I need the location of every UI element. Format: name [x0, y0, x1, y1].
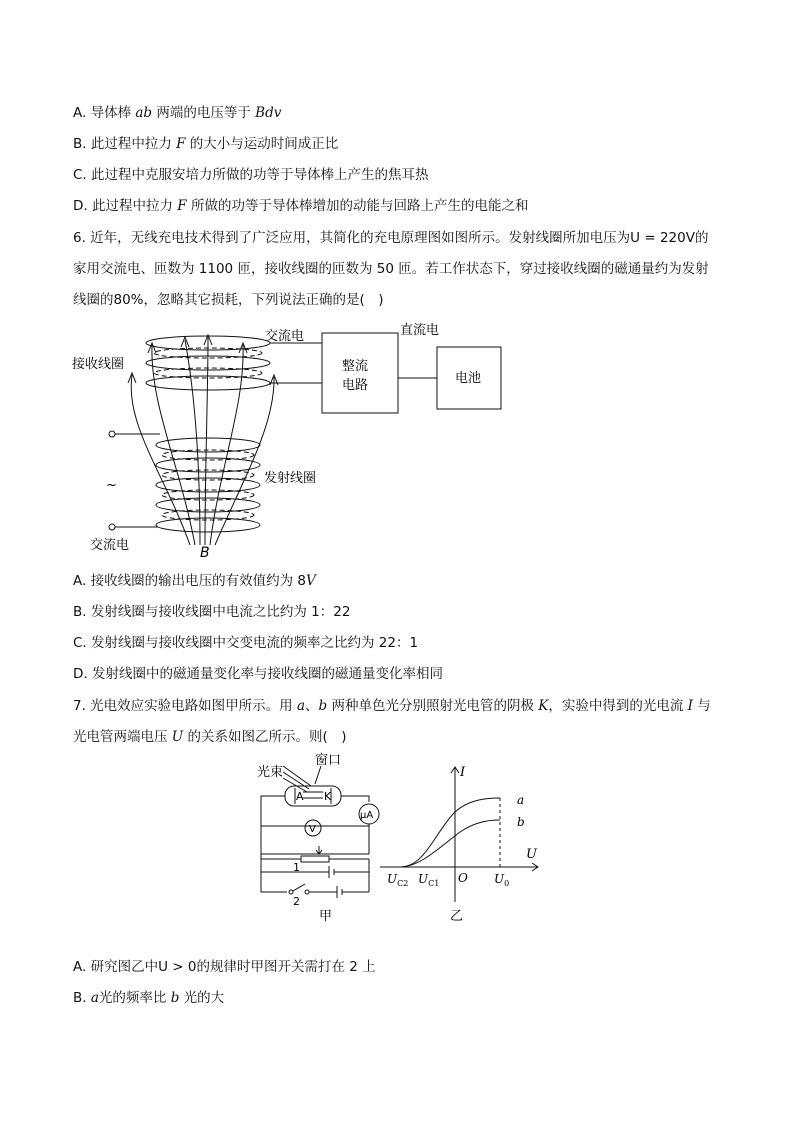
q7-option-b-var2: b — [170, 990, 180, 1006]
q5-option-d-suffix: 所做的功等于导体棒增加的动能与回路上产生的电能之和 — [186, 198, 529, 214]
q6-stem-line2: 家用交流电、匝数为 1100 匝，接收线圈的匝数为 50 匝。若工作状态下，穿过接收线圈的磁通量约为发射 — [73, 261, 709, 277]
q7-circuit-diagram — [245, 750, 395, 925]
q7-stem-text: ，实验中得到的光电流 — [548, 698, 688, 714]
ac-tilde: ~ — [106, 478, 117, 493]
figure-yi-caption: 乙 — [450, 909, 464, 924]
terminal-top — [109, 431, 115, 437]
q5-option-a-mid: 两端的电压等于 — [152, 105, 256, 121]
photocell — [285, 786, 341, 806]
tick-uc1: $U_{C1}$ — [418, 872, 440, 888]
q5-option-a-var1: ab — [135, 105, 153, 121]
tick-u0: $U_0$ — [494, 872, 510, 888]
x-axis-label: U — [526, 847, 537, 862]
ammeter-label: μA — [360, 810, 374, 821]
switch-2-label: 2 — [293, 895, 300, 908]
field-line — [210, 345, 243, 545]
q7-var-u: U — [171, 729, 184, 745]
q6-option-d: D. 发射线圈中的磁通量变化率与接收线圈的磁通量变化率相同 — [73, 666, 443, 682]
figure-jia-caption: 甲 — [319, 909, 333, 924]
q5-option-a-prefix: A. 导体棒 — [73, 105, 136, 121]
q6-option-b: B. 发射线圈与接收线圈中电流之比约为 1：22 — [73, 604, 351, 620]
light-beam-label: 光束 — [257, 765, 284, 780]
q7-var-i: I — [687, 698, 694, 714]
dc-label: 直流电 — [400, 323, 440, 338]
q7-stem-line1 — [73, 696, 711, 716]
q7-stem-text: 两种单色光分别照射光电管的阴极 — [327, 698, 539, 714]
q6-charging-diagram — [60, 315, 520, 565]
q5-option-b-suffix: 的大小与运动时间成正比 — [185, 136, 339, 152]
q7-stem-text: 7. 光电效应实验电路如图甲所示。用 — [73, 698, 297, 714]
y-axis-label: I — [460, 765, 466, 780]
curve-a — [400, 798, 500, 867]
q7-var-b: b — [318, 698, 328, 714]
curve-a-label: a — [517, 793, 525, 807]
q7-stem-text: 光电管两端电压 — [73, 729, 172, 745]
battery-label: 电池 — [455, 371, 482, 386]
transmitter-coil-label: 发射线圈 — [264, 471, 317, 486]
rectifier-label-line2: 电路 — [342, 378, 369, 393]
q6-option-c: C. 发射线圈与接收线圈中交变电流的频率之比约为 22：1 — [73, 635, 419, 651]
q7-option-b — [73, 988, 224, 1008]
anode-label: A — [296, 790, 304, 803]
b-field-label: B — [200, 545, 210, 561]
tick-uc2: $U_{C2}$ — [387, 872, 409, 888]
q5-option-a — [73, 103, 281, 123]
q5-option-d-var: F — [177, 198, 187, 214]
q6-option-a — [73, 571, 316, 591]
q5-option-b-prefix: B. 此过程中拉力 — [73, 136, 177, 152]
q5-option-a-var2: Bdv — [255, 105, 282, 121]
q5-option-c: C. 此过程中克服安培力所做的功等于导体棒上产生的焦耳热 — [73, 167, 429, 183]
window-label: 窗口 — [315, 753, 342, 768]
q6-option-a-unit: V — [305, 573, 316, 589]
q7-option-b-prefix: B. — [73, 990, 91, 1006]
q7-iu-graph — [380, 762, 550, 927]
q7-var-k: K — [538, 698, 549, 714]
ac-bottom-label: 交流电 — [90, 538, 130, 553]
q5-option-b-var: F — [176, 136, 186, 152]
q6-stem-line3: 线圈的80%，忽略其它损耗，下列说法正确的是( ) — [73, 292, 384, 308]
q7-stem-text: 的关系如图乙所示。则( ) — [183, 729, 347, 745]
q7-var-a: a — [296, 698, 306, 714]
q5-option-d — [73, 196, 528, 216]
field-line — [185, 340, 200, 545]
q7-stem-text: 与 — [693, 698, 711, 714]
curve-b — [400, 820, 500, 867]
q7-stem-line2 — [73, 727, 347, 747]
q7-option-b-text: 光的频率比 — [98, 990, 171, 1006]
q5-option-d-prefix: D. 此过程中拉力 — [73, 198, 178, 214]
q7-option-a: A. 研究图乙中U > 0的规律时甲图开关需打在 2 上 — [73, 959, 376, 975]
q7-option-b-suffix: 光的大 — [179, 990, 225, 1006]
q6-option-a-text: A. 接收线圈的输出电压的有效值约为 8 — [73, 573, 306, 589]
receiver-coil-label: 接收线圈 — [72, 357, 125, 372]
q7-option-b-var1: a — [90, 990, 99, 1006]
q5-option-b — [73, 134, 338, 154]
cathode-label: K — [324, 790, 332, 803]
curve-b-label: b — [517, 815, 525, 829]
rectifier-label-line1: 整流 — [342, 359, 369, 374]
voltmeter-label: V — [309, 824, 316, 835]
origin-label: O — [458, 871, 468, 885]
terminal-bottom — [109, 524, 115, 530]
q7-stem-text: 、 — [305, 698, 319, 714]
q6-stem-line1: 6. 近年，无线充电技术得到了广泛应用，其简化的充电原理图如图所示。发射线圈所加电压为U = 220V的 — [73, 230, 709, 246]
switch-1-label: 1 — [293, 861, 300, 874]
ac-top-label: 交流电 — [265, 329, 305, 344]
rheostat — [301, 856, 329, 862]
